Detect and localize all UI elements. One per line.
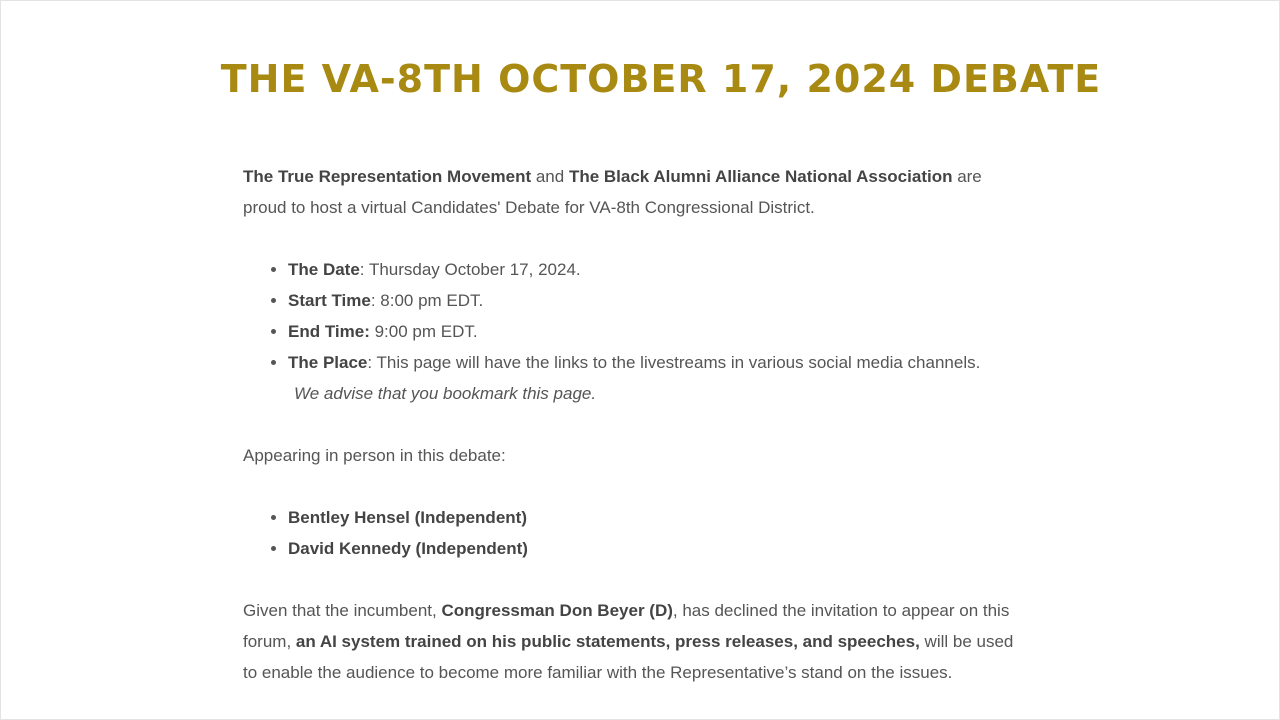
org-true-representation: The True Representation Movement (243, 167, 532, 186)
page-title: THE VA-8TH OCTOBER 17, 2024 DEBATE (220, 57, 1102, 101)
detail-value: 8:00 pm EDT. (375, 291, 484, 310)
article-body (243, 161, 1123, 688)
detail-place (288, 347, 1123, 409)
candidate-item (288, 502, 1123, 533)
incumbent-text: will be used (919, 632, 1014, 651)
detail-value: Thursday October 17, 2024. (364, 260, 581, 279)
intro-and: and (531, 167, 569, 186)
incumbent-text: , has declined the invitation to appear on this (672, 601, 1010, 620)
candidate-item (288, 533, 1123, 564)
bookmark-note: We advise that you bookmark this page. (294, 384, 597, 403)
detail-label: The Place (288, 353, 368, 372)
detail-date (288, 254, 1123, 285)
detail-label: The Date (288, 260, 360, 279)
incumbent-text: forum, (243, 632, 296, 651)
detail-sep: : (359, 260, 365, 279)
candidate-name: David Kennedy (Independent) (288, 539, 528, 558)
candidates-list (243, 502, 1123, 564)
detail-label: End Time: (288, 322, 370, 341)
incumbent-text: Given that the incumbent, (243, 601, 442, 620)
candidate-name: Bentley Hensel (Independent) (288, 508, 527, 527)
appearing-heading: Appearing in person in this debate: (243, 446, 506, 465)
detail-value: 9:00 pm EDT. (369, 322, 478, 341)
detail-label: Start Time (288, 291, 371, 310)
detail-start-time (288, 285, 1123, 316)
incumbent-name: Congressman Don Beyer (D) (441, 601, 673, 620)
detail-value: This page will have the links to the livestreams in various social media channels. (372, 353, 981, 372)
intro-paragraph (243, 161, 1123, 223)
details-list (243, 254, 1123, 409)
org-black-alumni: The Black Alumni Alliance National Association (568, 167, 953, 186)
detail-end-time (288, 316, 1123, 347)
incumbent-paragraph (243, 595, 1123, 688)
detail-sep: : (367, 353, 373, 372)
detail-sep: : (370, 291, 376, 310)
intro-rest-2: proud to host a virtual Candidates' Debate for VA-8th Congressional District. (243, 198, 815, 217)
intro-rest-1: are (952, 167, 982, 186)
incumbent-text: to enable the audience to become more familiar with the Representative’s stand on the issues. (243, 663, 953, 682)
ai-system-note: an AI system trained on his public statements, press releases, and speeches, (295, 632, 920, 651)
